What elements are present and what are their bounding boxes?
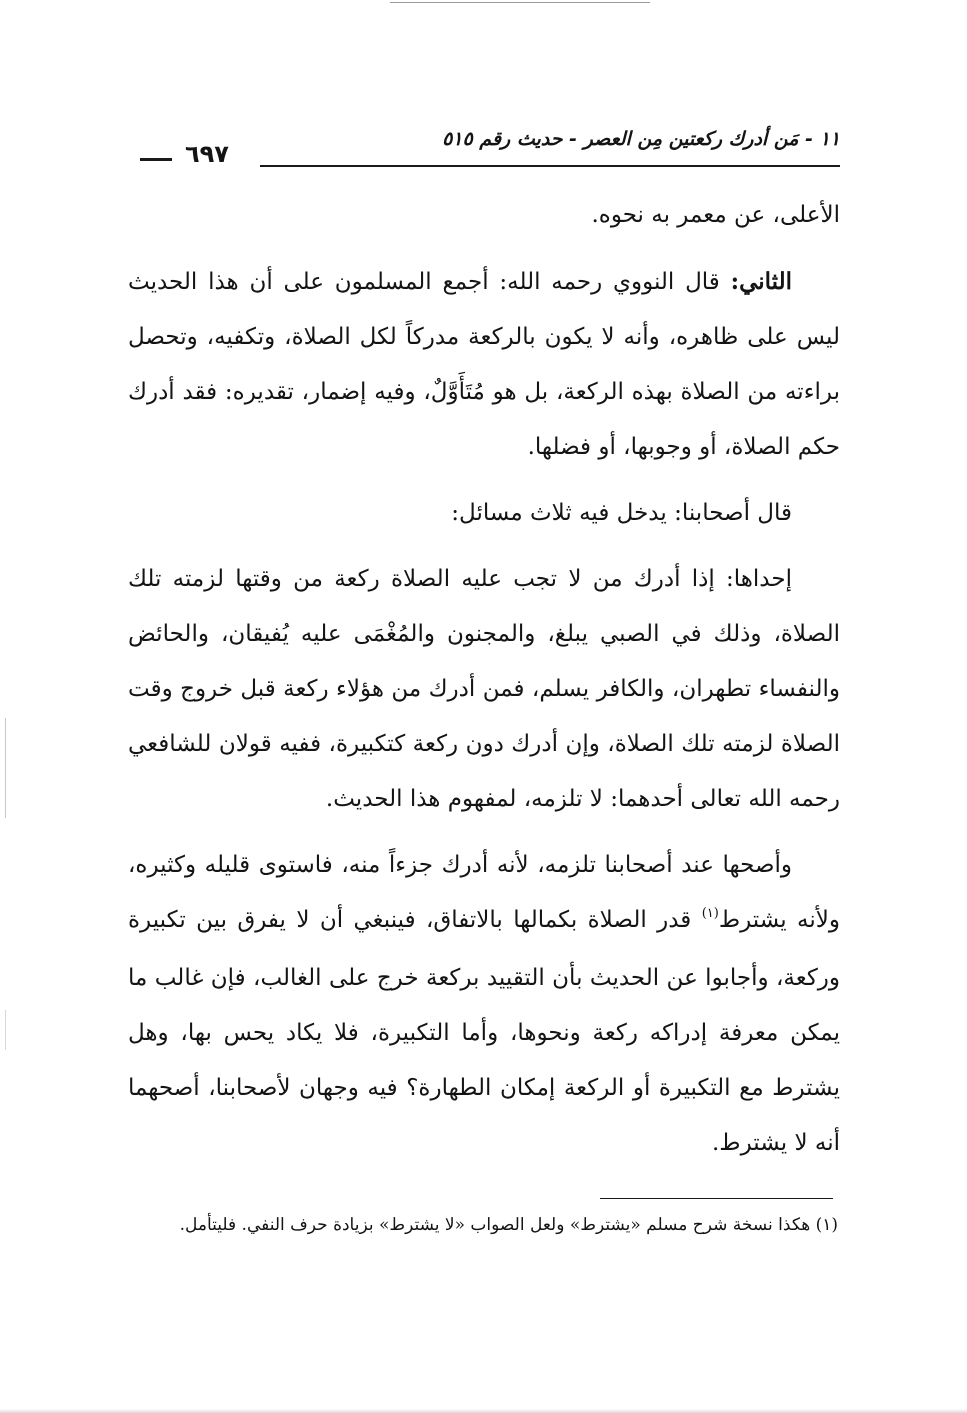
running-title: ١١ - مَن أدرك ركعتين مِن العصر - حديث رقم ٥١٥ xyxy=(442,128,840,150)
scan-edge-left-lower xyxy=(5,1010,6,1050)
page-header xyxy=(140,120,840,170)
footnote-text: (١) هكذا نسخة شرح مسلم «يشترط» ولعل الصواب «لا يشترط» بزيادة حرف النفي. فليتأمل. xyxy=(179,1215,838,1235)
footnote xyxy=(130,1205,838,1245)
scan-edge-top xyxy=(390,2,650,3)
main-text xyxy=(128,188,840,1182)
paragraph-issues-intro xyxy=(128,486,840,541)
paragraph-second-point xyxy=(128,254,840,475)
scan-edge-bottom xyxy=(0,1409,967,1413)
footnote-rule xyxy=(600,1198,833,1199)
paragraph-continuation xyxy=(128,188,840,243)
paragraph-lead: الثاني: xyxy=(730,268,792,295)
header-rule xyxy=(260,165,840,167)
paragraph-text-after: قدر الصلاة بكمالها بالاتفاق، فينبغي أن لا يفرق بين تكبيرة وركعة، وأجابوا عن الحديث بأن التقييد بركعة خرج على الغالب، فإن غالب ما يمكن معرفة إدراكه ركعة ونحوها، وأما التكبيرة، فلا يكاد يحس بها، وهل يشترط مع التكبيرة أو الركعة إمكان الطهارة؟ فيه وجهان لأصحابنا، أصحهما أنه لا يشترط. xyxy=(128,907,840,1156)
paragraph-preferred-view xyxy=(128,838,840,1171)
paragraph-text: إحداها: إذا أدرك من لا تجب عليه الصلاة ركعة من وقتها لزمته تلك الصلاة، وذلك في الصبي يبلغ، والمجنون والمُغْمَى عليه يُفيقان، والحائض والنفساء تطهران، والكافر يسلم، فمن أدرك من هؤلاء ركعة قبل خروج وقت الصلاة لزمته تلك الصلاة، وإن أدرك دون ركعة كتكبيرة، ففيه قولان للشافعي رحمه الله تعالى أحدهما: لا تلزمه، لمفهوم هذا الحديث. xyxy=(128,566,840,812)
paragraph-text: قال أصحابنا: يدخل فيه ثلاث مسائل: xyxy=(451,500,792,526)
paragraph-text: الأعلى، عن معمر به نحوه. xyxy=(591,202,840,228)
paragraph-text-before: وأصحها عند أصحابنا تلزمه، لأنه أدرك جزءاً منه، فاستوى قليله وكثيره، ولأنه يشترط xyxy=(128,852,840,933)
paragraph-text: قال النووي رحمه الله: أجمع المسلمون على أن هذا الحديث ليس على ظاهره، وأنه لا يكون بالركعة مدركاً لكل الصلاة، وتكفيه، وتحصل براءته من الصلاة بهذه الركعة، بل هو مُتَأَوَّلٌ، وفيه إضمار، تقديره: فقد أدرك حكم الصلاة، أو وجوبها، أو فضلها. xyxy=(128,269,840,460)
page-number: ٦٩٧ xyxy=(185,140,229,168)
page-number-dash xyxy=(140,158,172,161)
paragraph-first-issue xyxy=(128,552,840,827)
scan-edge-left xyxy=(5,718,6,818)
footnote-reference[interactable]: (١) xyxy=(701,906,719,921)
